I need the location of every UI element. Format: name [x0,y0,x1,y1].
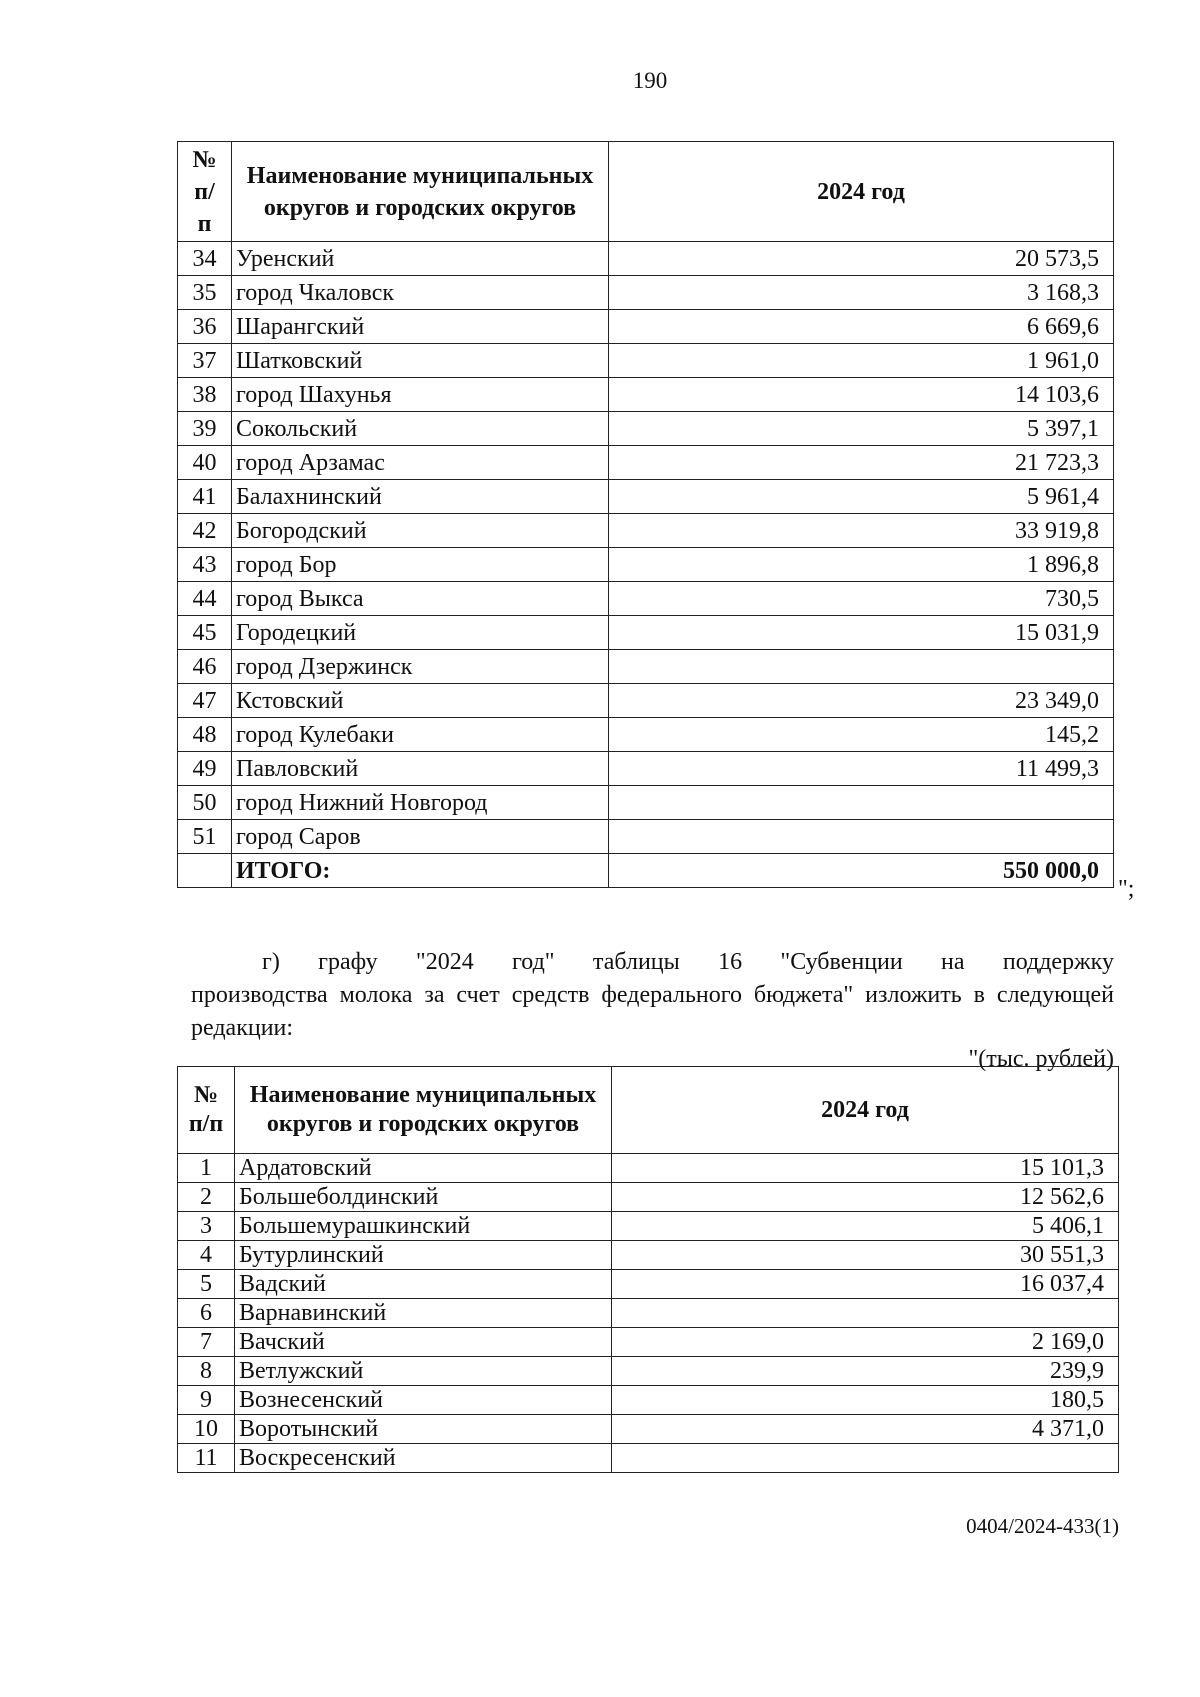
header-number: № п/п [178,1067,235,1154]
table-row [178,582,1114,616]
row-value: 145,2 [609,718,1114,752]
row-number: 39 [178,412,232,446]
amendment-paragraph [191,946,1114,1045]
row-name: город Чкаловск [232,276,609,310]
closing-quote: "; [1118,876,1135,902]
row-name: город Дзержинск [232,650,609,684]
row-name: Сокольский [232,412,609,446]
row-value [612,1299,1119,1328]
table-row [178,1270,1119,1299]
units-label: "(тыс. рублей) [968,1046,1114,1072]
row-value: 12 562,6 [612,1183,1119,1212]
table-row [178,820,1114,854]
row-number: 43 [178,548,232,582]
row-number: 11 [178,1444,235,1473]
table-row [178,786,1114,820]
row-number: 50 [178,786,232,820]
row-name: Ардатовский [235,1154,612,1183]
row-number: 9 [178,1386,235,1415]
row-number: 48 [178,718,232,752]
table-row [178,1386,1119,1415]
row-number: 38 [178,378,232,412]
table-row [178,650,1114,684]
table-row [178,242,1114,276]
table-header-row [178,142,1114,242]
table-row [178,1357,1119,1386]
header-name: Наименование муниципальных округов и городских округов [232,142,609,242]
row-value: 23 349,0 [609,684,1114,718]
table-row [178,616,1114,650]
row-number: 3 [178,1212,235,1241]
table-row [178,480,1114,514]
row-value: 20 573,5 [609,242,1114,276]
row-number: 4 [178,1241,235,1270]
document-code: 0404/2024-433(1) [966,1514,1119,1538]
row-value: 2 169,0 [612,1328,1119,1357]
row-number: 46 [178,650,232,684]
row-value: 180,5 [612,1386,1119,1415]
table-row [178,684,1114,718]
row-value: 15 101,3 [612,1154,1119,1183]
header-year: 2024 год [612,1067,1119,1154]
row-name: Вачский [235,1328,612,1357]
row-name: Богородский [232,514,609,548]
table-row [178,310,1114,344]
row-number: 40 [178,446,232,480]
table-row [178,1183,1119,1212]
row-number: 6 [178,1299,235,1328]
paragraph-rest: производства молока за счет средств федерального бюджета" изложить в следующей редакции: [191,982,1114,1041]
row-name: Бутурлинский [235,1241,612,1270]
row-name: город Кулебаки [232,718,609,752]
row-name: Вадский [235,1270,612,1299]
table-row [178,1154,1119,1183]
table-row [178,1212,1119,1241]
header-name: Наименование муниципальных округов и городских округов [235,1067,612,1154]
paragraph-line-1: г) графу "2024 год" таблицы 16 "Субвенции на поддержку [262,949,1114,975]
row-name: город Шахунья [232,378,609,412]
table-row [178,1444,1119,1473]
row-number: 36 [178,310,232,344]
row-name: город Бор [232,548,609,582]
table-row [178,514,1114,548]
row-value: 5 397,1 [609,412,1114,446]
row-name: Уренский [232,242,609,276]
row-value [609,786,1114,820]
row-name: Большемурашкинский [235,1212,612,1241]
row-value [609,650,1114,684]
subsidy-table-continued [177,141,1114,888]
row-number: 37 [178,344,232,378]
row-name: Воротынский [235,1415,612,1444]
row-name: Городецкий [232,616,609,650]
row-value: 1 896,8 [609,548,1114,582]
table-header-row [178,1067,1119,1154]
row-name: Большеболдинский [235,1183,612,1212]
row-value: 30 551,3 [612,1241,1119,1270]
table-row [178,1241,1119,1270]
row-name: Павловский [232,752,609,786]
total-number [178,854,232,888]
table-row [178,276,1114,310]
row-number: 51 [178,820,232,854]
row-number: 1 [178,1154,235,1183]
row-value: 16 037,4 [612,1270,1119,1299]
row-name: Кстовский [232,684,609,718]
table-row [178,1299,1119,1328]
row-name: Шатковский [232,344,609,378]
row-value: 5 961,4 [609,480,1114,514]
row-number: 42 [178,514,232,548]
page-number: 190 [632,68,668,93]
row-name: Воскресенский [235,1444,612,1473]
row-name: город Арзамас [232,446,609,480]
row-number: 7 [178,1328,235,1357]
total-label: ИТОГО: [232,854,609,888]
row-name: Ветлужский [235,1357,612,1386]
row-number: 41 [178,480,232,514]
row-value: 11 499,3 [609,752,1114,786]
row-name: Шарангский [232,310,609,344]
header-year: 2024 год [609,142,1114,242]
row-value: 239,9 [612,1357,1119,1386]
table-row [178,344,1114,378]
table-row [178,718,1114,752]
row-name: город Нижний Новгород [232,786,609,820]
row-value: 21 723,3 [609,446,1114,480]
row-value: 3 168,3 [609,276,1114,310]
row-number: 35 [178,276,232,310]
row-number: 8 [178,1357,235,1386]
row-number: 45 [178,616,232,650]
row-number: 5 [178,1270,235,1299]
row-name: город Выкса [232,582,609,616]
table-row [178,412,1114,446]
row-name: город Саров [232,820,609,854]
row-name: Вознесенский [235,1386,612,1415]
row-value [609,820,1114,854]
row-name: Балахнинский [232,480,609,514]
table-row [178,1328,1119,1357]
row-name: Варнавинский [235,1299,612,1328]
row-value: 15 031,9 [609,616,1114,650]
table-row [178,446,1114,480]
row-value: 4 371,0 [612,1415,1119,1444]
milk-subsidy-table [177,1066,1119,1473]
row-value: 5 406,1 [612,1212,1119,1241]
row-value: 1 961,0 [609,344,1114,378]
row-value: 14 103,6 [609,378,1114,412]
row-number: 2 [178,1183,235,1212]
row-number: 44 [178,582,232,616]
table-row [178,752,1114,786]
row-number: 10 [178,1415,235,1444]
row-value: 730,5 [609,582,1114,616]
row-number: 49 [178,752,232,786]
table-row [178,548,1114,582]
table-row [178,378,1114,412]
total-value: 550 000,0 [609,854,1114,888]
row-value: 6 669,6 [609,310,1114,344]
table-row [178,1415,1119,1444]
row-number: 47 [178,684,232,718]
total-row [178,854,1114,888]
row-value [612,1444,1119,1473]
header-number: № п/п [178,142,232,242]
row-value: 33 919,8 [609,514,1114,548]
row-number: 34 [178,242,232,276]
